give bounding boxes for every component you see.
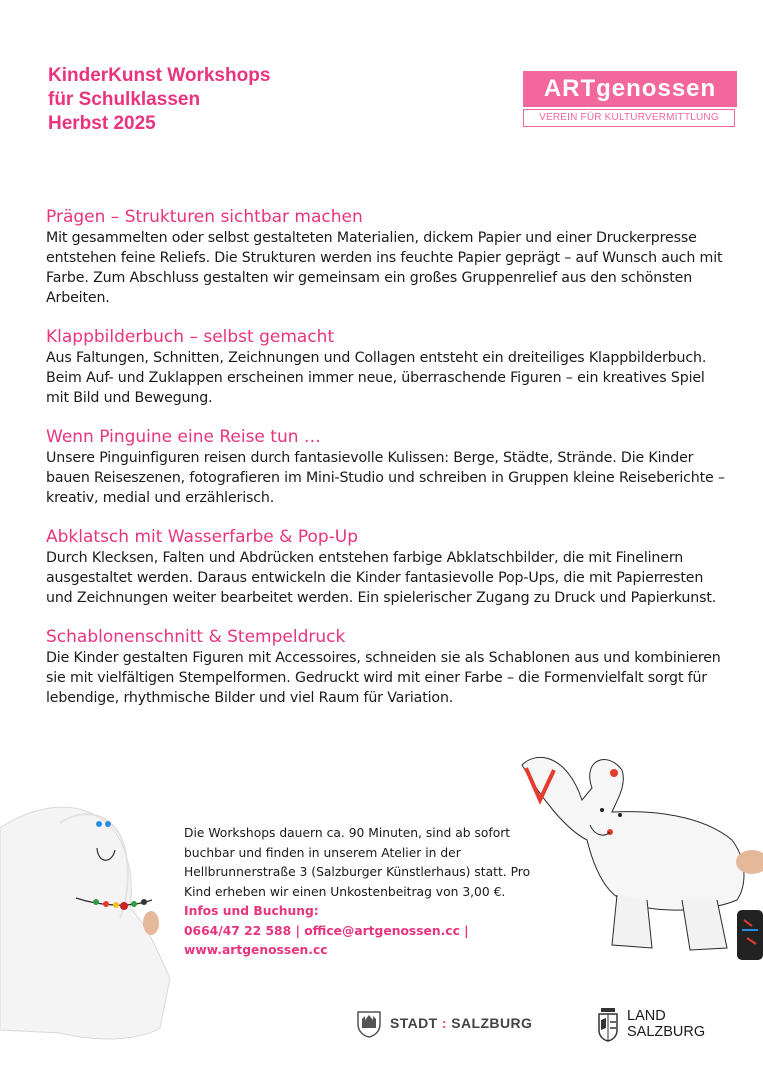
workshop-list	[46, 206, 726, 726]
workshop-item	[46, 626, 726, 708]
workshop-item	[46, 526, 726, 608]
salzburg-word: SALZBURG	[627, 1024, 706, 1040]
workshop-item	[46, 206, 726, 308]
salzburg-word: SALZBURG	[451, 1015, 533, 1031]
city-coat-of-arms-icon	[356, 1008, 382, 1038]
info-block	[184, 824, 544, 961]
page-title	[48, 64, 270, 136]
title-line: Herbst 2025	[48, 113, 156, 134]
land-word: LAND	[627, 1008, 666, 1024]
logo-tagline: VEREIN FÜR KULTURVERMITTLUNG	[523, 109, 735, 127]
rabbit-figure-illustration	[512, 740, 763, 972]
workshop-item	[46, 426, 726, 508]
title-line: für Schulklassen	[48, 89, 201, 110]
info-text: Die Workshops dauern ca. 90 Minuten, sind ab sofort buchbar und finden in unserem Atelier in der Hellbrunnerstraße 3 (Salzburger Künstlerhaus) statt. Pro Kind erheben wir einen Unkostenbeitrag von 3,00 €.	[184, 826, 531, 899]
workshop-description: Mit gesammelten oder selbst gestalteten Materialien, dickem Papier und einer Druckerpresse entstehen feine Reliefs. Die Strukturen werden ins feuchte Papier geprägt – auf Wunsch auch mit Farbe. Zum Abschluss gestalten wir gemeinsam ein großes Gruppenrelief aus den schönsten Arbeiten.	[46, 230, 723, 306]
stadt-word: STADT	[390, 1015, 438, 1031]
workshop-title: Wenn Pinguine eine Reise tun …	[46, 427, 321, 447]
state-coat-of-arms-icon	[597, 1006, 619, 1042]
contact-line[interactable]: 0664/47 22 588 | office@artgenossen.cc |	[184, 923, 469, 938]
workshop-description: Unsere Pinguinfiguren reisen durch fantasievolle Kulissen: Berge, Städte, Strände. Die Kinder bauen Reiseszenen, fotografieren im Mini-Studio und schreiben in Gruppen kleine Reiseberichte – kreativ, medial und erzählerisch.	[46, 450, 725, 506]
stadt-salzburg-logo	[356, 1008, 532, 1038]
stadt-separator: :	[441, 1015, 447, 1031]
workshop-item	[46, 326, 726, 408]
workshop-title: Klappbilderbuch – selbst gemacht	[46, 327, 335, 347]
workshop-description: Aus Faltungen, Schnitten, Zeichnungen und Collagen entsteht ein dreiteiliges Klappbilderbuch. Beim Auf- und Zuklappen erscheinen immer neue, überraschende Figuren – ein kreatives Spiel mit Bild und Bewegung.	[46, 350, 707, 406]
title-line: KinderKunst Workshops	[48, 65, 271, 86]
website-link[interactable]: www.artgenossen.cc	[184, 943, 328, 957]
land-salzburg-logo	[597, 1006, 705, 1042]
workshop-title: Prägen – Strukturen sichtbar machen	[46, 207, 363, 227]
workshop-title: Schablonenschnitt & Stempeldruck	[46, 627, 346, 647]
artgenossen-logo	[523, 71, 737, 127]
workshop-description: Durch Klecksen, Falten und Abdrücken entstehen farbige Abklatschbilder, die mit Finelinern ausgestaltet werden. Daraus entwickeln die Kinder fantasievolle Pop-Ups, die mit Papierresten und Zeichnungen weiter bearbeitet werden. Ein spielerischer Zugang zu Druck und Papierkunst.	[46, 550, 717, 606]
ghost-figure-illustration	[0, 778, 175, 1048]
logo-name: ARTgenossen	[523, 71, 737, 107]
workshop-title: Abklatsch mit Wasserfarbe & Pop-Up	[46, 527, 359, 547]
booking-label: Infos und Buchung:	[184, 904, 319, 918]
workshop-description: Die Kinder gestalten Figuren mit Accessoires, schneiden sie als Schablonen aus und kombinieren sie mit vielfältigen Stempelformen. Gedruckt wird mit einer Farbe – die Formenvielfalt sorgt für lebendige, rhythmische Bilder und viel Raum für Variation.	[46, 650, 721, 706]
